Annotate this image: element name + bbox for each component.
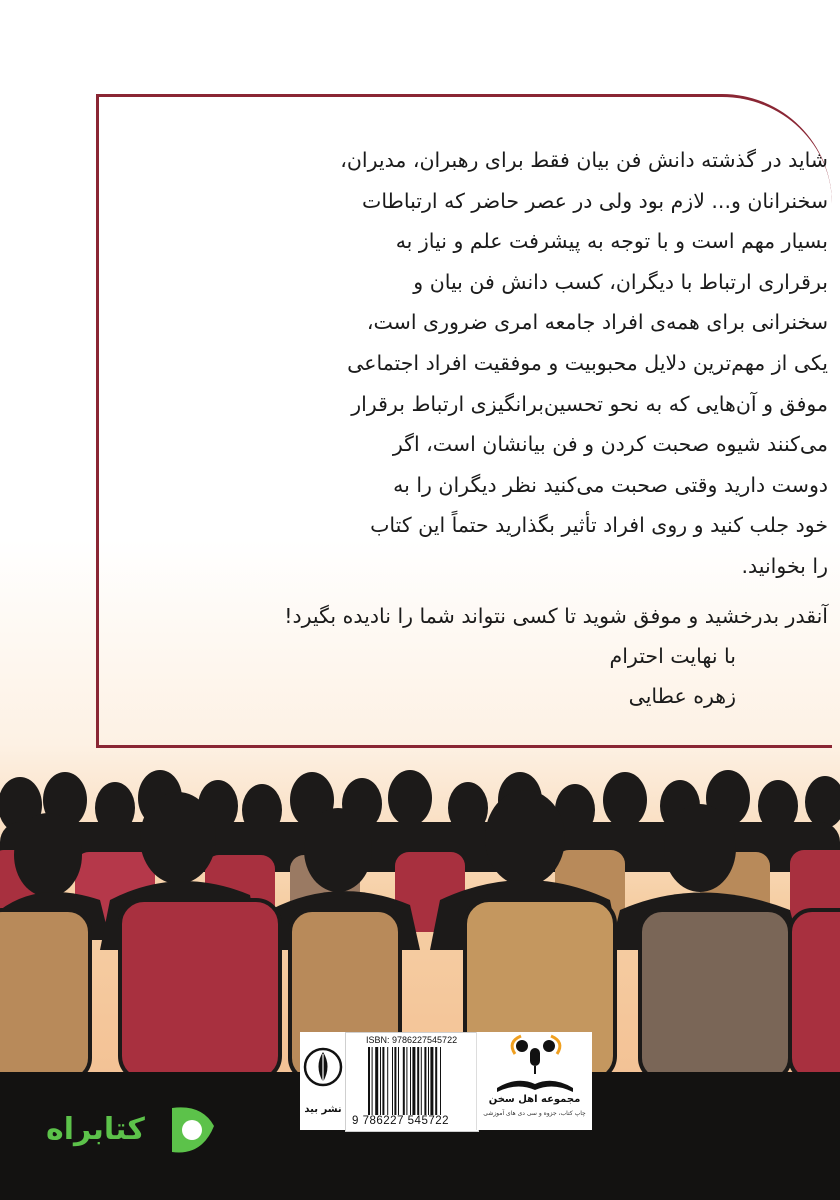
barcode-bar — [392, 1047, 393, 1115]
closing-line: آنقدر بدرخشید و موفق شوید تا کسی نتواند شما را نادیده بگیرد! — [284, 604, 828, 628]
barcode-box — [345, 1032, 479, 1132]
paragraph-line: می‌کنند شیوه صحبت کردن و فن بیانشان است، اگر — [392, 432, 828, 457]
ketabrah-leaf-icon — [162, 1100, 222, 1160]
description-paragraph — [122, 140, 828, 587]
barcode-bar — [410, 1047, 411, 1115]
publisher-name: مجموعه اهل سخن — [488, 1094, 581, 1105]
barcode-bar — [398, 1047, 399, 1115]
imprint-logo-box — [300, 1032, 346, 1130]
barcode-bar — [417, 1047, 419, 1115]
isbn-label: ISBN: 9786227545722 — [366, 1035, 458, 1045]
publisher-tagline: چاپ کتاب، جزوه و سی دی های آموزشی — [483, 1110, 586, 1117]
barcode-bar — [382, 1047, 384, 1115]
barcode-bar — [375, 1047, 378, 1115]
barcode-bar — [387, 1047, 388, 1115]
paragraph-line: موفق و آن‌هایی که به نحو تحسین‌برانگیزی ارتباط برقرار — [351, 391, 828, 416]
barcode-bar — [406, 1047, 407, 1115]
author-name: زهره عطایی — [628, 684, 736, 708]
paragraph-line: را بخوانید. — [741, 553, 828, 578]
closing-block — [122, 596, 828, 716]
barcode-bar — [403, 1047, 405, 1115]
barcode-bar — [412, 1047, 415, 1115]
ketabrah-logo — [32, 1100, 222, 1160]
paragraph-line: خود جلب کنید و روی افراد تأثیر بگذارید حتماً این کتاب — [370, 513, 828, 538]
barcode-bar — [440, 1047, 441, 1115]
barcode-bar — [435, 1047, 437, 1115]
barcode-bar — [430, 1047, 433, 1115]
barcode-bar — [424, 1047, 426, 1115]
regards-line: با نهایت احترام — [609, 644, 736, 668]
microphone-book-icon — [477, 1032, 592, 1094]
publisher-logo-box — [476, 1032, 592, 1130]
barcode-bar — [372, 1047, 373, 1115]
paragraph-line: یکی از مهم‌ترین دلایل محبوبیت و موفقیت افراد اجتماعی — [347, 350, 828, 375]
ketabrah-wordmark: کتابراه — [46, 1112, 145, 1147]
isbn-digits: 9 786227 545722 — [352, 1115, 450, 1127]
barcode-bar — [368, 1047, 370, 1115]
paragraph-line: سخنرانان و... لازم بود ولی در عصر حاضر که ارتباطات — [362, 188, 828, 213]
barcode-bar — [394, 1047, 396, 1115]
paragraph-line: بسیار مهم است و با توجه به پیشرفت علم و نیاز به — [395, 229, 828, 254]
leaf-icon — [300, 1032, 346, 1102]
barcode-bar — [421, 1047, 422, 1115]
paragraph-line: شاید در گذشته دانش فن بیان فقط برای رهبران، مدیران، — [340, 148, 828, 172]
barcode-icon — [366, 1047, 466, 1115]
paragraph-line: دوست دارید وقتی صحبت می‌کنید نظر دیگران را به — [393, 472, 828, 497]
imprint-name: نشر بید — [304, 1104, 342, 1115]
paragraph-line: سخنرانی برای همه‌ی افراد جامعه امری ضروری است، — [366, 310, 828, 335]
barcode-bar — [428, 1047, 429, 1115]
barcode-bar — [380, 1047, 381, 1115]
paragraph-line: برقراری ارتباط با دیگران، کسب دانش فن بیان و — [413, 269, 828, 294]
